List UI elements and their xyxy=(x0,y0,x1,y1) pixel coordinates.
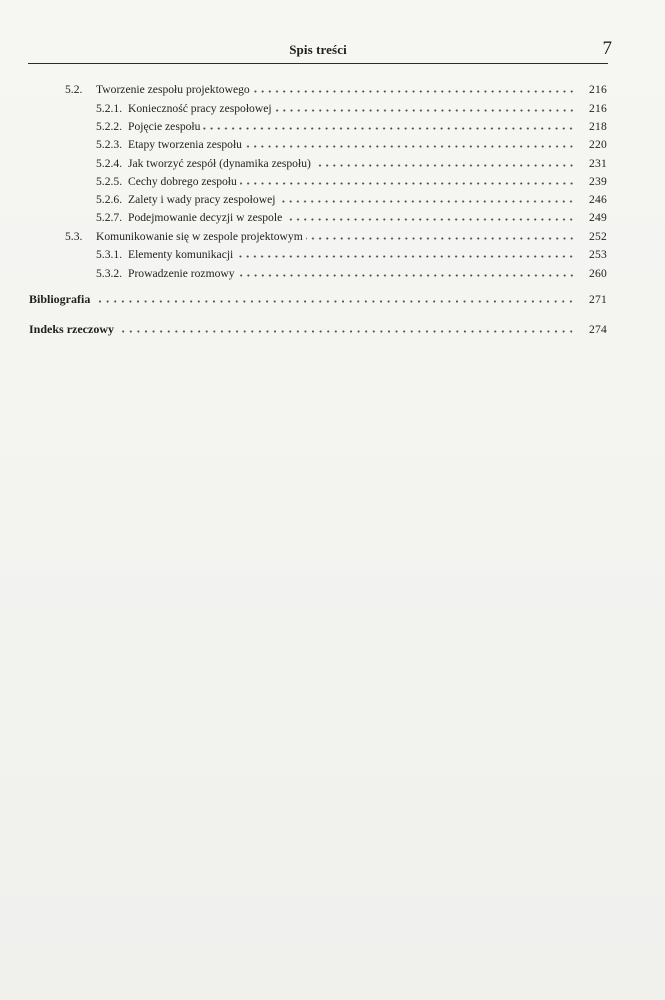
running-header xyxy=(28,38,612,66)
toc-entry-number: 5.2.1. xyxy=(96,102,123,115)
dot-leader xyxy=(314,164,575,167)
toc-entry-number: 5.2.3. xyxy=(96,138,123,151)
header-rule xyxy=(28,63,608,64)
toc-subsection-entry xyxy=(96,154,607,174)
dot-leader xyxy=(253,90,575,93)
running-header-title: Spis treści xyxy=(289,42,347,57)
toc-entry-title: Zalety i wady pracy zespołowej xyxy=(128,193,276,206)
toc-entry-page-number: 271 xyxy=(589,293,607,306)
toc-entry-number: 5.3.1. xyxy=(96,248,123,261)
toc-entry-page-number: 216 xyxy=(589,102,607,115)
dot-leader xyxy=(278,200,575,203)
toc-section-entry xyxy=(65,227,607,247)
toc-entry-page-number: 220 xyxy=(589,138,607,151)
toc-entry-title: Pojęcie zespołu xyxy=(128,120,201,133)
dot-leader xyxy=(240,182,575,185)
toc-entry-title: Konieczność pracy zespołowej xyxy=(128,102,272,115)
toc-entry-number: 5.2.6. xyxy=(96,193,123,206)
toc-subsection-entry xyxy=(96,264,607,284)
toc-entry-title: Elementy komunikacji xyxy=(128,248,234,261)
toc-entry-number: 5.2.2. xyxy=(96,120,123,133)
toc-entry-title: Prowadzenie rozmowy xyxy=(128,267,235,280)
toc-entry-title: Cechy dobrego zespołu xyxy=(128,175,237,188)
toc-subsection-entry xyxy=(96,135,607,155)
toc-chapter-entry xyxy=(29,319,607,339)
toc-entry-number: 5.3.2. xyxy=(96,267,123,280)
toc-entry-page-number: 249 xyxy=(589,211,607,224)
toc-subsection-entry xyxy=(96,208,607,228)
toc-subsection-entry xyxy=(96,245,607,265)
toc-entry-title: Bibliografia xyxy=(29,292,91,306)
toc-entry-number: 5.2. xyxy=(65,83,83,96)
dot-leader xyxy=(306,237,575,240)
toc-entry-page-number: 253 xyxy=(589,248,607,261)
toc-entry-page-number: 239 xyxy=(589,175,607,188)
toc-subsection-entry xyxy=(96,172,607,192)
toc-chapter-entry xyxy=(29,289,607,309)
toc-section-entry xyxy=(65,80,607,100)
toc-entry-title: Etapy tworzenia zespołu xyxy=(128,138,242,151)
toc-entry-number: 5.2.4. xyxy=(96,157,123,170)
toc-subsection-entry xyxy=(96,99,607,119)
toc-subsection-entry xyxy=(96,190,607,210)
dot-leader xyxy=(245,145,575,148)
toc-entry-page-number: 274 xyxy=(589,323,607,336)
toc-entry-page-number: 218 xyxy=(589,120,607,133)
dot-leader xyxy=(203,127,575,130)
toc-entry-title: Tworzenie zespołu projektowego xyxy=(96,83,250,96)
dot-leader xyxy=(275,109,575,112)
toc-entry-title: Jak tworzyć zespół (dynamika zespołu) xyxy=(128,157,311,170)
toc-entry-title: Podejmowanie decyzji w zespole xyxy=(128,211,283,224)
toc-entry-page-number: 246 xyxy=(589,193,607,206)
page-number: 7 xyxy=(602,38,612,59)
toc-entry-number: 5.3. xyxy=(65,230,83,243)
toc-entry-page-number: 252 xyxy=(589,230,607,243)
dot-leader xyxy=(236,255,575,258)
toc-subsection-entry xyxy=(96,117,607,137)
dot-leader xyxy=(120,330,575,333)
toc-entry-number: 5.2.7. xyxy=(96,211,123,224)
dot-leader xyxy=(96,300,575,303)
toc-entry-title: Indeks rzeczowy xyxy=(29,322,114,336)
dot-leader xyxy=(238,274,575,277)
dot-leader xyxy=(285,218,575,221)
toc-entry-page-number: 231 xyxy=(589,157,607,170)
toc-entry-page-number: 216 xyxy=(589,83,607,96)
toc-entry-page-number: 260 xyxy=(589,267,607,280)
toc-entry-title: Komunikowanie się w zespole projektowym xyxy=(96,230,303,243)
toc-entry-number: 5.2.5. xyxy=(96,175,123,188)
